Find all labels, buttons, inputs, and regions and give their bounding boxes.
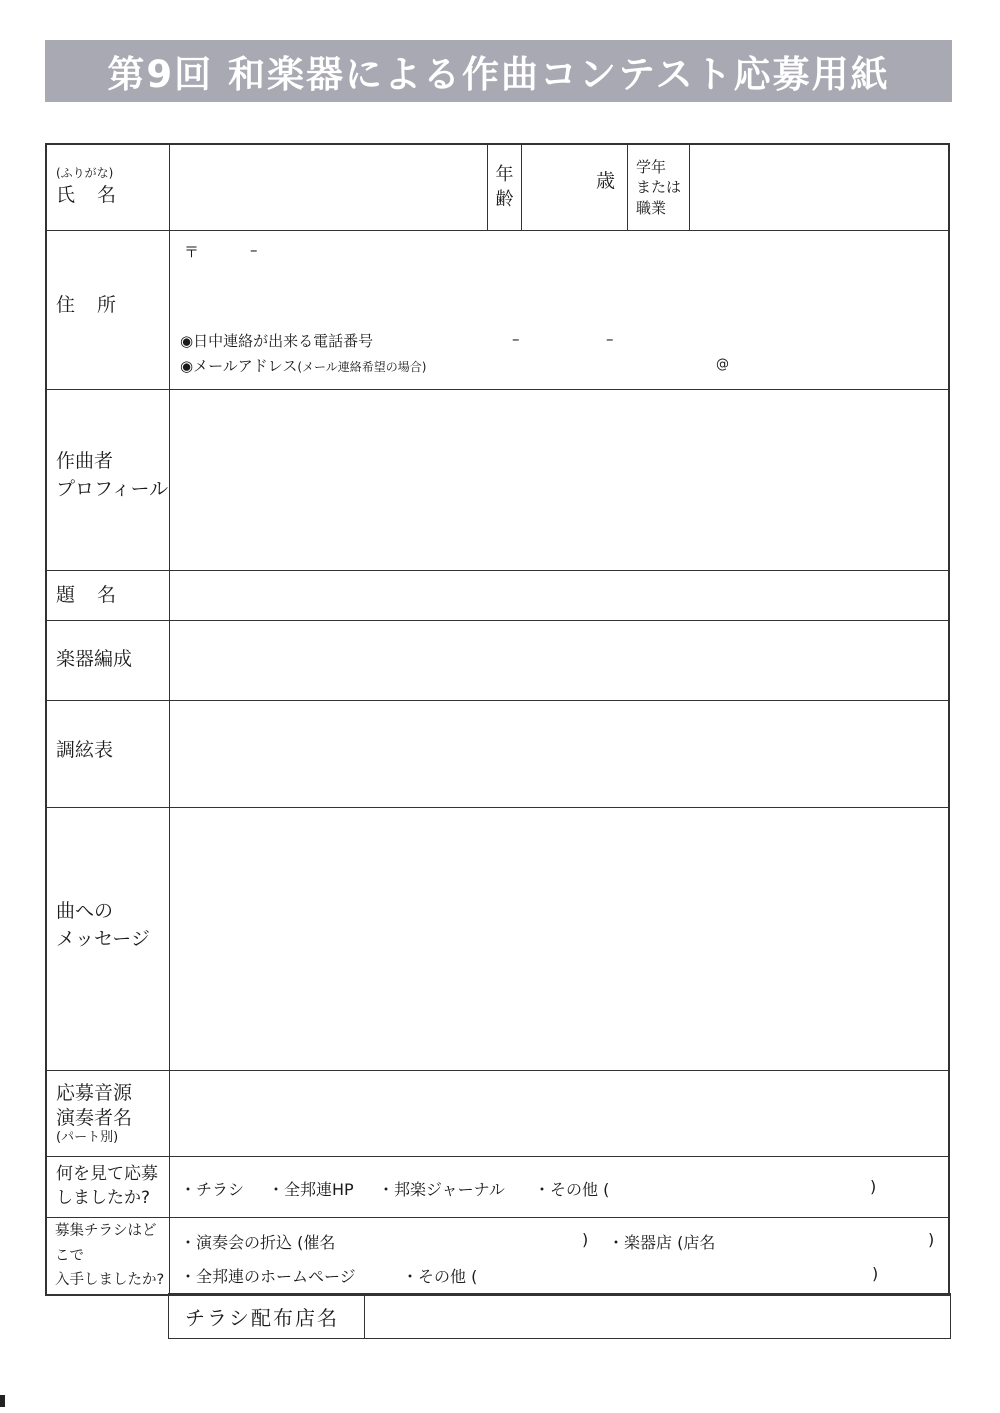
profile-label-line2: プロフィール <box>56 477 169 500</box>
age-field[interactable] <box>522 145 628 230</box>
name-label-text: 氏 名 <box>56 184 125 207</box>
furigana-label: (ふりがな) <box>56 166 114 181</box>
piece-title-label-text: 題 名 <box>56 583 125 606</box>
how-found-options <box>170 1157 948 1217</box>
other-close-paren: ) <box>872 1264 879 1283</box>
performers-row <box>47 1071 948 1157</box>
address-field[interactable] <box>170 231 948 389</box>
age-unit: 歳 <box>595 170 615 192</box>
option-other[interactable]: ・その他 ( <box>534 1180 610 1199</box>
where-flyer-row <box>47 1218 948 1294</box>
concert-close-paren: ) <box>582 1230 589 1249</box>
name-field[interactable] <box>170 145 488 230</box>
scan-edge-mark <box>0 1395 5 1407</box>
flyer-store-field[interactable] <box>365 1294 950 1338</box>
performers-label-line3: (パート別) <box>56 1130 119 1146</box>
application-form <box>45 143 950 1296</box>
option-instrument-store[interactable]: ・楽器店 (店名 <box>608 1233 716 1252</box>
performers-label <box>47 1071 170 1156</box>
grade-field[interactable] <box>690 145 948 230</box>
message-label <box>47 808 170 1070</box>
tuning-field[interactable] <box>170 701 948 807</box>
tuning-row <box>47 701 948 808</box>
message-row <box>47 808 948 1071</box>
option-homepage[interactable]: ・全邦連のホームページ <box>180 1267 356 1286</box>
performers-field[interactable] <box>170 1071 948 1156</box>
instruments-label-text: 楽器編成 <box>56 648 133 670</box>
performers-label-line1: 応募音源 <box>56 1082 133 1105</box>
age-label-bottom: 齢 <box>495 188 514 210</box>
form-title: 第9回 和楽器による作曲コンテスト応募用紙 <box>45 40 952 102</box>
store-close-paren: ) <box>928 1230 935 1249</box>
option-zenhoren-hp[interactable]: ・全邦連HP <box>268 1180 354 1199</box>
where-flyer-label-line1: 募集チラシはどこで <box>55 1223 157 1264</box>
flyer-store-label: チラシ配布店名 <box>169 1294 365 1338</box>
message-label-line2: メッセージ <box>56 927 150 950</box>
age-label <box>488 145 522 230</box>
email-note: (メール連絡希望の場合) <box>297 360 427 374</box>
option-other-close: ) <box>870 1177 877 1196</box>
piece-title-field[interactable] <box>170 571 948 620</box>
postal-dash: – <box>250 241 258 259</box>
tuning-label <box>47 701 170 807</box>
profile-label <box>47 390 170 570</box>
how-found-label <box>47 1157 170 1217</box>
age-label-top: 年 <box>495 164 514 186</box>
message-label-line1: 曲への <box>56 900 114 922</box>
flyer-store-box <box>168 1293 951 1339</box>
address-label <box>47 231 170 389</box>
grade-label-line2: または <box>636 178 682 197</box>
where-flyer-options <box>170 1218 948 1294</box>
grade-label <box>628 145 690 230</box>
instruments-field[interactable] <box>170 621 948 700</box>
instruments-row <box>47 621 948 701</box>
email-at: @ <box>716 357 729 372</box>
how-found-label-line2: しましたか? <box>56 1188 151 1208</box>
performers-label-line2: 演奏者名 <box>56 1106 133 1129</box>
name-row <box>47 145 948 231</box>
tuning-label-text: 調絃表 <box>56 739 114 761</box>
address-label-text: 住 所 <box>56 294 125 317</box>
option-other-source[interactable]: ・その他 ( <box>402 1267 478 1286</box>
profile-field[interactable] <box>170 390 948 570</box>
email-label <box>180 355 426 376</box>
grade-label-line3: 職業 <box>636 198 667 217</box>
where-flyer-label-line2: 入手しましたか? <box>55 1272 165 1289</box>
phone-label: ◉日中連絡が出来る電話番号 <box>180 332 374 350</box>
phone-dash-2: – <box>606 330 614 348</box>
option-concert-insert[interactable]: ・演奏会の折込 (催名 <box>180 1233 336 1252</box>
where-flyer-label <box>47 1218 170 1294</box>
how-found-label-line1: 何を見て応募 <box>56 1164 158 1185</box>
option-flyer[interactable]: ・チラシ <box>180 1180 245 1199</box>
profile-label-line1: 作曲者 <box>56 450 114 472</box>
option-hougaku-journal[interactable]: ・邦楽ジャーナル <box>378 1180 505 1199</box>
email-label-text: ◉メールアドレス <box>180 357 298 375</box>
instruments-label <box>47 621 170 700</box>
name-label <box>47 145 170 230</box>
piece-title-label <box>47 571 170 620</box>
postal-mark: 〒 <box>184 243 200 261</box>
message-field[interactable] <box>170 808 948 1070</box>
how-found-row <box>47 1157 948 1218</box>
profile-row <box>47 390 948 571</box>
piece-title-row <box>47 571 948 621</box>
address-row <box>47 231 948 390</box>
grade-label-line1: 学年 <box>636 158 667 177</box>
phone-dash-1: – <box>512 330 520 348</box>
